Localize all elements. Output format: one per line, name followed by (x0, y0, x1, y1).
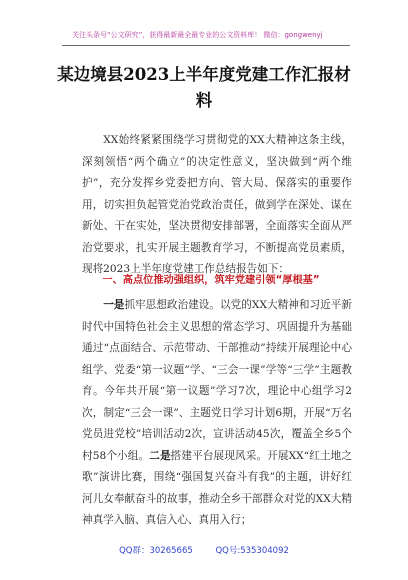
lead-marker-2: 二是 (149, 449, 171, 462)
section-1-text-2: 搭建平台展现风采。开展XX“红土地之歌”演讲比赛，围绕“强国复兴奋斗有我”的主题，讲好红河儿女奉献奋斗的故事，推动全乡干部群众对党的XX大精神真学入脑、真信入心、真用入行； (82, 449, 353, 526)
intro-paragraph: XX始终紧紧围绕学习贯彻党的XX大精神这条主线，深刻领悟“两个确立”的决定性意义，坚决做到“两个维护”，充分发挥乡党委把方向、管大局、保落实的重要作用，切实担负起管党治党政治责任，做到学在深处、谋在新处、干在实处，坚决贯彻安排部署，全面落实全面从严治党要求，扎实开展主题教育学习，不断提高党员素质，现将2023上半年度党建工作总结报告如下： (82, 134, 352, 275)
document-title: 某边境县2023上半年度党建工作汇报材料 (57, 65, 351, 110)
header-banner: 关注头条号“公文研究”，获得最新最全最专业的公文资料库！ 微信：gongwenyj (72, 31, 323, 39)
footer-contact (0, 543, 408, 559)
section-1-text-1: 抓牢思想政治建设。以党的XX大精神和习近平新时代中国特色社会主义思想的常态学习、巩固提升为基础通过“点面结合、示范带动、干部推动”持续开展理论中心组学、党委“第一议题”学、“三会一课”学等“三学”主题教育。今年共开展“第一议题”学习7次，理论中心组学习2次，制定“三会一课”、主题党日学习计划6期，开展“万名党员进党校”培训活动2次，宣讲活动45次，覆盖全乡5个村58个小组。 (82, 299, 352, 462)
section-heading-1: 一、高点位推动强组织，筑牢党建引领“厚根基” (102, 275, 320, 286)
footer-qq-group: QQ群：30265665 (119, 546, 193, 556)
section-1-paragraph (82, 295, 352, 532)
header-divider (62, 45, 350, 46)
lead-marker-1: 一是 (103, 299, 125, 311)
footer-qq: QQ号:535304092 (215, 546, 289, 556)
